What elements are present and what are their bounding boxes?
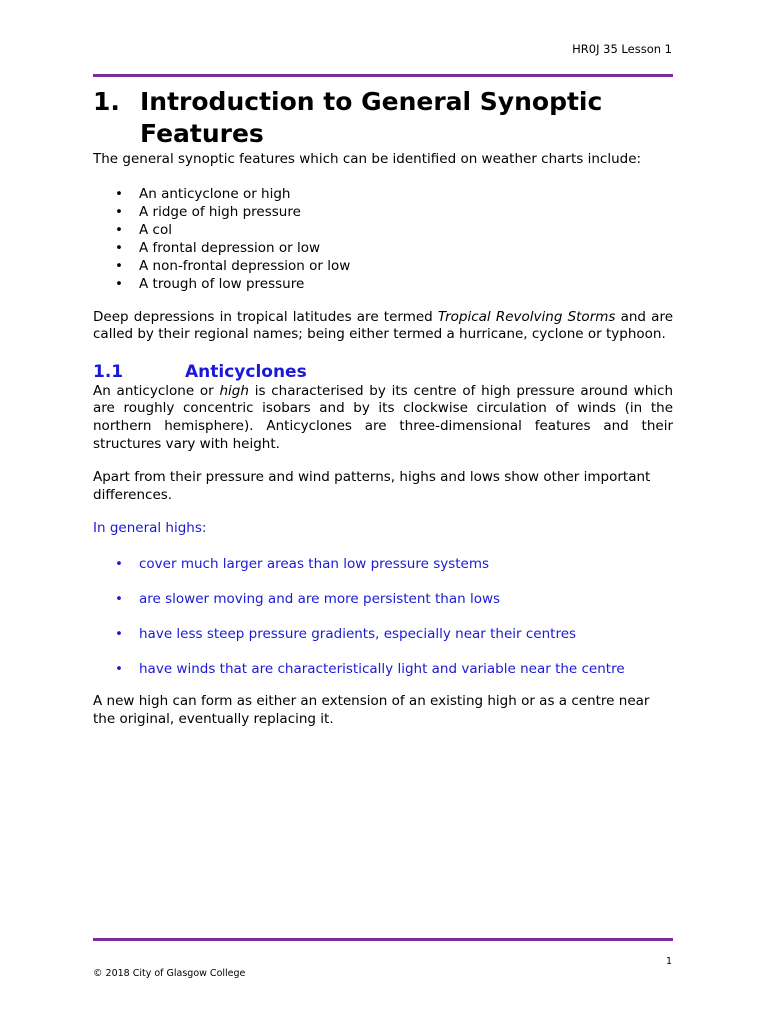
list-item: • have less steep pressure gradients, especially near their centres <box>115 625 577 642</box>
italic-term: Tropical Revolving Storms <box>437 308 616 325</box>
new-high-paragraph: A new high can form as either an extension of an existing high or as a centre near the original, eventually replacing it. <box>93 692 650 727</box>
highs-list <box>93 555 673 678</box>
bullet-icon: • <box>115 660 123 677</box>
bullet-icon: • <box>115 239 123 256</box>
section-title: Introduction to General Synoptic Features <box>140 87 603 148</box>
subsection-number: 1.1 <box>93 361 124 382</box>
list-item: • have winds that are characteristically light and variable near the centre <box>115 660 625 677</box>
bullet-icon: • <box>115 221 123 238</box>
page-number: 1 <box>665 956 672 967</box>
document-body <box>93 86 673 728</box>
list-item: • A frontal depression or low <box>115 239 321 256</box>
subsection-heading <box>93 361 673 383</box>
bullet-icon: • <box>115 257 123 274</box>
list-item: • A col <box>115 221 172 238</box>
bullet-icon: • <box>115 203 123 220</box>
list-item: • An anticyclone or high <box>115 185 291 202</box>
bullet-icon: • <box>115 590 123 607</box>
copyright-notice: © 2018 City of Glasgow College <box>93 968 246 979</box>
italic-term: high <box>219 382 249 399</box>
list-item: • A trough of low pressure <box>115 275 305 292</box>
header-divider <box>93 74 673 77</box>
differences-paragraph: Apart from their pressure and wind patterns, highs and lows show other important differences. <box>93 469 651 503</box>
list-item: • cover much larger areas than low pressure systems <box>115 555 490 572</box>
list-item: • A non-frontal depression or low <box>115 257 351 274</box>
footer-divider <box>93 938 673 941</box>
subsection-title: Anticyclones <box>185 361 307 382</box>
tropical-storms-paragraph: Deep depressions in tropical latitudes are termed Tropical Revolving Storms and are called by their regional names; being either termed a hurricane, cyclone or typhoon. <box>93 308 674 343</box>
section-heading <box>93 86 673 150</box>
feature-list <box>93 185 673 293</box>
lesson-reference: HR0J 35 Lesson 1 <box>572 42 672 56</box>
bullet-icon: • <box>115 185 123 202</box>
anticyclone-definition-paragraph: An anticyclone or high is characterised by its centre of high pressure around which are roughly concentric isobars and by its clockwise circulation of winds (in the northern hemisphere). Anticyclones are three-dimensional features and their structures vary with height. <box>93 382 673 452</box>
bullet-icon: • <box>115 275 123 292</box>
bullet-icon: • <box>115 625 123 642</box>
highs-intro: In general highs: <box>93 520 207 537</box>
list-item: • A ridge of high pressure <box>115 203 301 220</box>
bullet-icon: • <box>115 555 123 572</box>
list-item: • are slower moving and are more persistent than lows <box>115 590 501 607</box>
intro-paragraph: The general synoptic features which can be identified on weather charts include: <box>93 151 642 167</box>
section-number: 1. <box>93 87 120 116</box>
